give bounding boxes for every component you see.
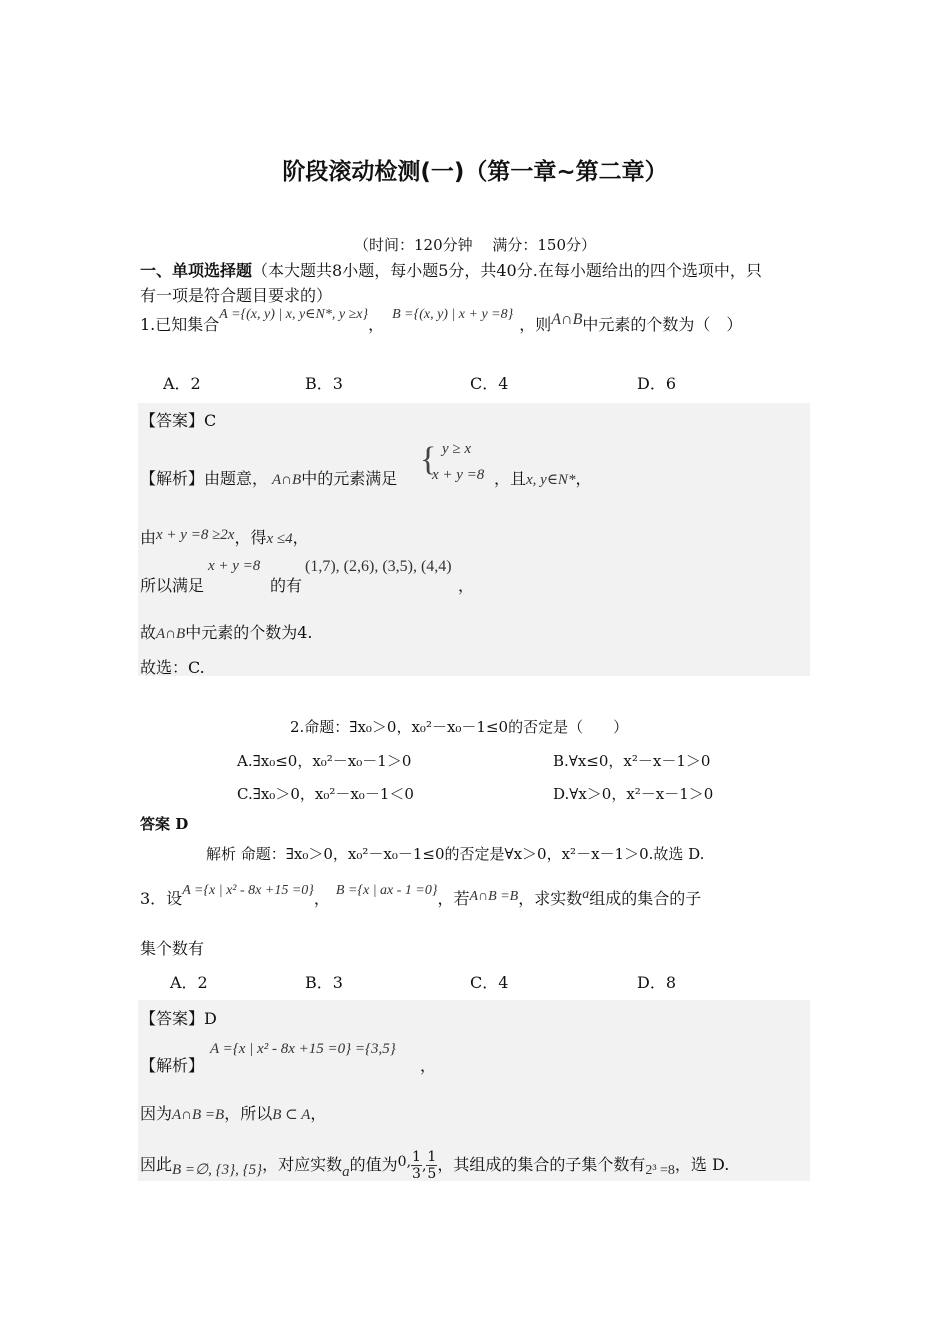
q3-answer: 【答案】D: [140, 1009, 217, 1028]
q3-set-a: A ={x | x² - 8x +15 =0}: [182, 883, 314, 898]
q3-stem-line2: 集个数有: [140, 939, 205, 958]
q3-suffix: 组成的集合的子: [589, 889, 702, 908]
q3-var-a: a: [582, 887, 590, 902]
q3-option-a[interactable]: A．2: [170, 973, 208, 992]
q3-option-d[interactable]: D．8: [637, 973, 677, 992]
q1-xy-domain: x, y∈N*: [526, 472, 576, 488]
q1-analysis-line2: [140, 525, 309, 548]
section-title: 一、单项选择题: [140, 261, 253, 280]
q3-frac-fifth-num: 1: [427, 1149, 437, 1165]
q1-analysis-line1: [140, 466, 397, 489]
q1-then: ，则: [519, 315, 552, 334]
q3-l2-res: B ⊂ A: [272, 1107, 311, 1123]
exam-meta: （时间：120分钟 满分：150分）: [353, 236, 597, 254]
q3-frac-fifth-den: 5: [427, 1166, 437, 1182]
section-note: （本大题共8小题，每小题5分，共40分.在每小题给出的四个选项中，只: [252, 261, 762, 280]
section-heading: [140, 258, 762, 281]
q1-comma: ，: [368, 315, 385, 334]
q1-system-line1: y ≥ x: [442, 441, 472, 457]
q1-system-brace: {: [420, 441, 437, 478]
q1-l2-end: ，: [292, 528, 309, 547]
q1-conclusion: 故选：C.: [140, 658, 205, 677]
q1-l3-end: ，: [458, 576, 475, 595]
q3-l3-tail: ，其组成的集合的子集个数有: [437, 1155, 646, 1174]
q2-analysis: 解析 命题：∃x₀＞0，x₀²－x₀－1≤0的否定是∀x＞0，x²－x－1＞0.故选 D.: [206, 845, 705, 863]
q3-l2-mid: ，所以: [224, 1104, 273, 1123]
q1-l3-points: (1,7), (2,6), (3,5), (4,4): [305, 558, 452, 575]
q3-l2-end: ，: [310, 1104, 327, 1123]
q1-l4-pre: 故: [140, 623, 157, 642]
q1-l3-mid: 的有: [270, 576, 303, 595]
q3-l3-pre: 因此: [140, 1155, 173, 1174]
q2-option-c[interactable]: C.∃x₀＞0，x₀²－x₀－1＜0: [237, 785, 414, 803]
q1-analysis-mid: 中的元素满足: [301, 469, 398, 488]
q1-suffix: 中元素的个数为（ ）: [582, 315, 743, 334]
q1-l2-pre: 由: [140, 528, 157, 547]
q3-l3-sep: ,: [421, 1158, 427, 1174]
q1-l2-eq: x + y =8 ≥2x: [156, 527, 235, 543]
q3-analysis-end: ，: [420, 1056, 437, 1075]
q3-l3-b-values: B =∅, {3}, {5}: [172, 1162, 263, 1178]
q1-analysis-label: 【解析】由题意，: [140, 469, 269, 488]
q3-condition: A∩B =B: [469, 889, 519, 904]
q3-frac-fifth: [426, 1149, 437, 1182]
q3-l2-pre: 因为: [140, 1104, 173, 1123]
q1-option-a[interactable]: A．2: [163, 374, 201, 393]
q2-option-b[interactable]: B.∀x≤0，x²－x－1＞0: [553, 752, 711, 770]
q1-prefix: 1.已知集合: [140, 315, 220, 334]
q1-l4-end: 中元素的个数为4.: [185, 623, 313, 642]
q3-option-b[interactable]: B．3: [305, 973, 343, 992]
q1-analysis-intersection: A∩B: [272, 472, 302, 488]
q3-analysis-label: 【解析】: [140, 1056, 205, 1075]
q3-prefix: 3．设: [140, 889, 183, 908]
q3-set-b: B ={x | ax - 1 =0}: [335, 883, 438, 898]
q1-l4-intersection: A∩B: [156, 626, 186, 642]
q3-l3-end: ，选 D.: [674, 1155, 730, 1174]
q3-l2-cond: A∩B =B: [172, 1107, 225, 1123]
q2-answer: 答案 D: [140, 815, 189, 833]
q2-option-a[interactable]: A.∃x₀≤0，x₀²－x₀－1＞0: [237, 752, 412, 770]
q1-analysis-line3-pre: 所以满足: [140, 576, 205, 595]
q1-l3-eq: x + y =8: [208, 558, 261, 574]
q1-option-c[interactable]: C．4: [470, 374, 509, 393]
q3-stem: [140, 883, 702, 909]
q1-set-b: B ={(x, y) | x + y =8}: [392, 307, 514, 322]
q1-option-d[interactable]: D．6: [637, 374, 677, 393]
q3-mid: ，求实数: [518, 889, 583, 908]
q3-analysis-line3: [140, 1149, 729, 1182]
q3-frac-third: [411, 1149, 422, 1182]
q1-l2-res: x ≤4: [266, 531, 293, 547]
page-title: 阶段滚动检测(一)（第一章~第二章）: [282, 159, 668, 185]
q3-l3-mid: ，对应实数: [262, 1155, 343, 1174]
q1-l2-mid: ，得: [234, 528, 267, 547]
q3-l3-pow: 2³ =8: [645, 1163, 675, 1178]
q2-stem: 2.命题：∃x₀＞0，x₀²－x₀－1≤0的否定是（ ）: [290, 718, 629, 736]
q3-analysis-line2: [140, 1101, 326, 1124]
q3-if: ，若: [437, 889, 470, 908]
q3-l3-zero: 0,: [397, 1154, 412, 1170]
q1-analysis-line1-end: [494, 466, 591, 489]
q1-system-line2: x + y =8: [432, 467, 485, 483]
q1-analysis-line4: [140, 620, 312, 643]
q3-frac-third-den: 3: [412, 1166, 421, 1182]
q3-analysis-eq: A ={x | x² - 8x +15 =0} ={3,5}: [210, 1041, 396, 1057]
q1-set-a: A ={(x, y) | x, y∈N*, y ≥x}: [219, 307, 369, 322]
q1-and: ，且: [494, 469, 527, 488]
q1-answer: 【答案】C: [140, 411, 217, 430]
q3-l3-var-a: a: [342, 1164, 350, 1180]
q1-intersection: A∩B: [551, 311, 583, 328]
q1-stem: [140, 307, 743, 335]
q3-option-c[interactable]: C．4: [470, 973, 509, 992]
q1-option-b[interactable]: B．3: [305, 374, 343, 393]
q1-comma-2: ，: [575, 469, 592, 488]
q3-frac-third-num: 1: [412, 1149, 421, 1165]
q3-comma: ，: [313, 889, 330, 908]
q3-l3-val: 的值为: [349, 1155, 398, 1174]
section-note-2: 有一项是符合题目要求的）: [140, 286, 333, 305]
q2-option-d[interactable]: D.∀x＞0，x²－x－1＞0: [553, 785, 714, 803]
